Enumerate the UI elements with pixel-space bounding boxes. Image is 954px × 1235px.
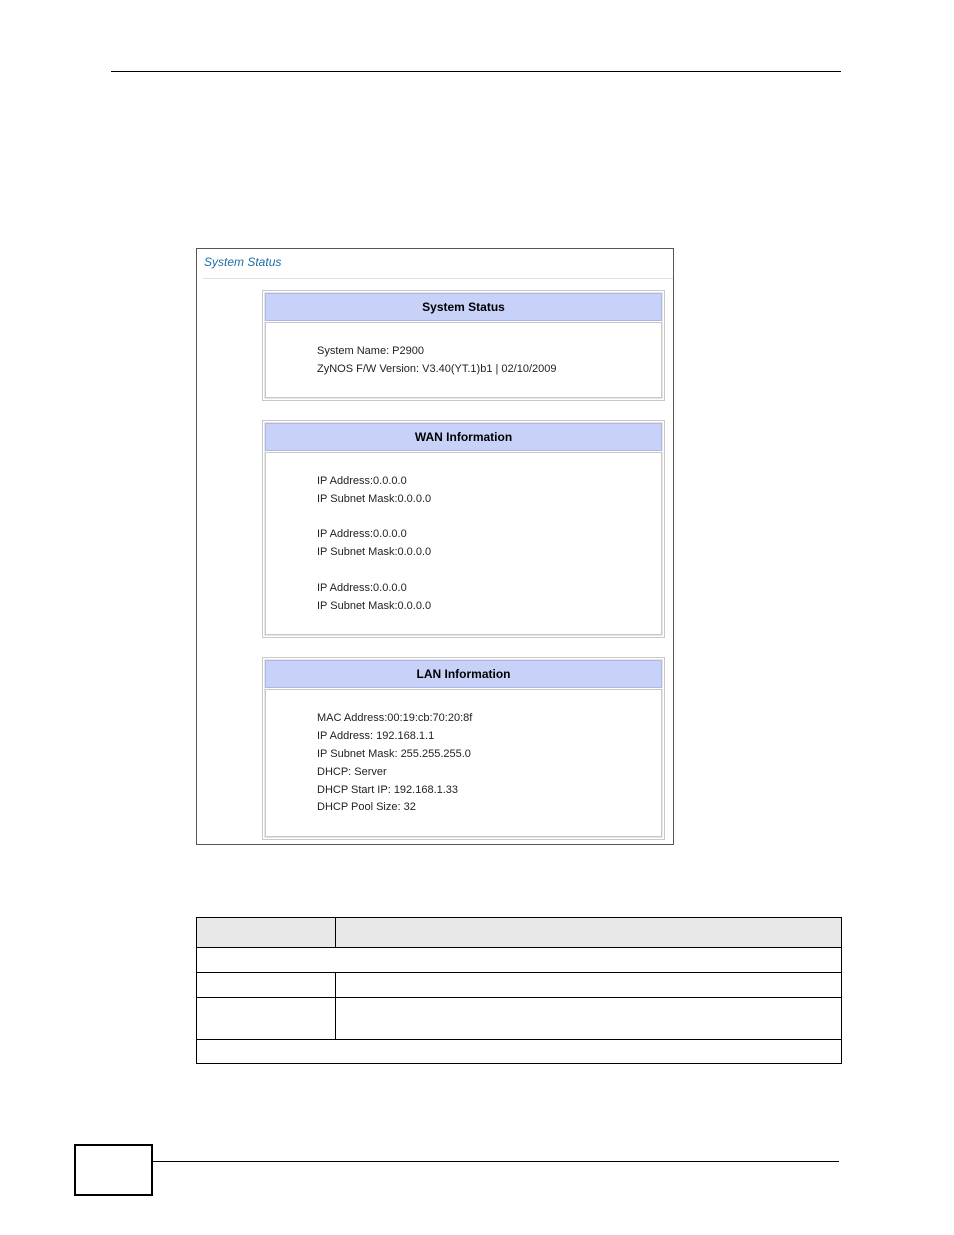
dhcp-pool-size-text: DHCP Pool Size: 32 <box>317 801 416 813</box>
table-cell <box>336 973 842 998</box>
lan-information-panel <box>262 657 665 840</box>
panel-body <box>265 322 662 398</box>
description-table <box>196 917 842 1064</box>
panel-heading: System Status <box>265 293 662 321</box>
table-cell <box>197 1040 842 1064</box>
table-row <box>197 1040 842 1064</box>
table-row <box>197 998 842 1040</box>
table-cell <box>197 948 842 973</box>
mac-address-text: MAC Address:00:19:cb:70:20:8f <box>317 712 473 724</box>
panel-heading: LAN Information <box>265 660 662 688</box>
wan-ip-address-text: IP Address:0.0.0.0 <box>317 475 407 487</box>
wan-information-panel <box>262 420 665 638</box>
table-header-row <box>197 918 842 948</box>
table-header-cell <box>336 918 842 948</box>
wan-subnet-mask-text: IP Subnet Mask:0.0.0.0 <box>317 600 432 612</box>
table-cell <box>197 998 336 1040</box>
screen-title: System Status <box>204 255 282 269</box>
table-cell <box>197 973 336 998</box>
panel-heading: WAN Information <box>265 423 662 451</box>
table-row <box>197 948 842 973</box>
wan-ip-address-text: IP Address:0.0.0.0 <box>317 582 407 594</box>
table-header-cell <box>197 918 336 948</box>
wan-subnet-mask-text: IP Subnet Mask:0.0.0.0 <box>317 546 432 558</box>
footer-rule <box>152 1161 839 1162</box>
wan-subnet-mask-text: IP Subnet Mask:0.0.0.0 <box>317 493 432 505</box>
dhcp-start-ip-text: DHCP Start IP: 192.168.1.33 <box>317 784 459 796</box>
panel-body <box>265 452 662 635</box>
lan-subnet-mask-text: IP Subnet Mask: 255.255.255.0 <box>317 748 471 760</box>
system-name-text: System Name: P2900 <box>317 345 424 357</box>
table-row <box>197 973 842 998</box>
dhcp-mode-text: DHCP: Server <box>317 766 387 778</box>
lan-ip-address-text: IP Address: 192.168.1.1 <box>317 730 435 742</box>
panel-body <box>265 689 662 837</box>
title-divider <box>203 278 673 279</box>
system-status-screenshot <box>196 248 674 845</box>
wan-ip-address-text: IP Address:0.0.0.0 <box>317 528 407 540</box>
table-cell <box>336 998 842 1040</box>
system-status-panel <box>262 290 665 401</box>
header-rule <box>111 71 841 72</box>
firmware-version-text: ZyNOS F/W Version: V3.40(YT.1)b1 | 02/10/2009 <box>317 363 557 375</box>
page-number-box <box>74 1144 153 1196</box>
